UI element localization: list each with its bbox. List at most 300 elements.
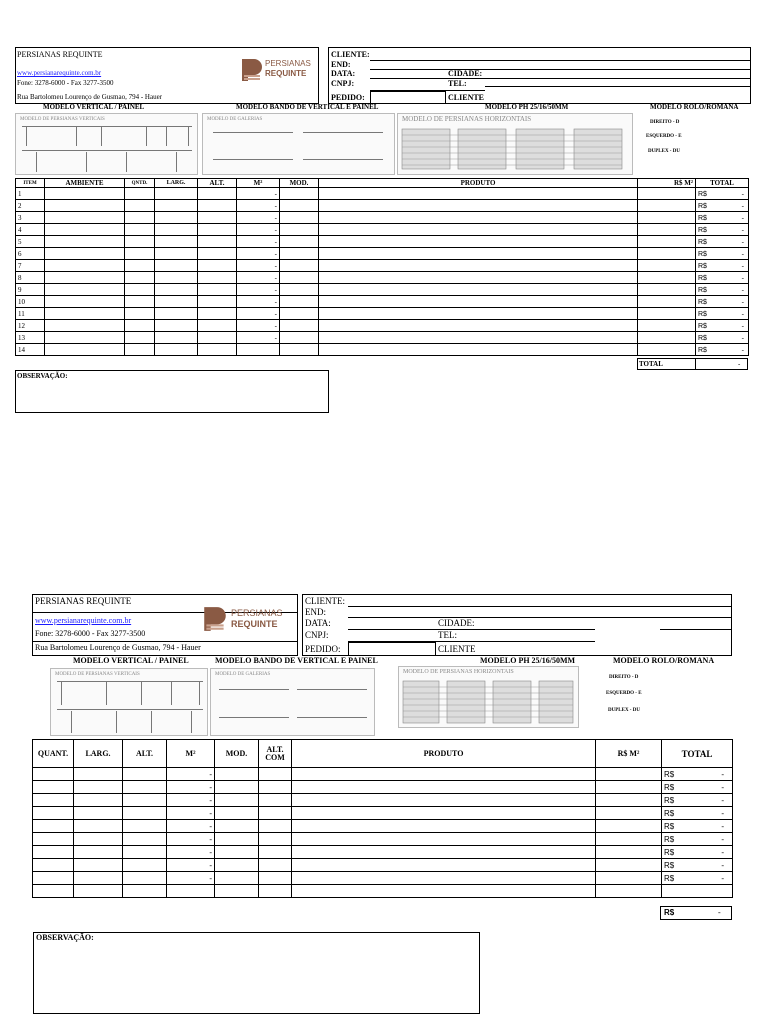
company-address: Rua Bartolomeu Lourenço de Gusmao, 794 - Hauer bbox=[17, 93, 163, 101]
row-rs-m2[interactable] bbox=[638, 224, 696, 236]
row-quant[interactable] bbox=[33, 794, 74, 807]
row-alt-com[interactable] bbox=[259, 846, 292, 859]
table-row bbox=[33, 794, 733, 807]
row-total bbox=[662, 820, 733, 833]
row-mod[interactable] bbox=[280, 332, 319, 344]
row-mod[interactable] bbox=[280, 320, 319, 332]
row-total bbox=[696, 200, 749, 212]
row-m2: - bbox=[237, 212, 280, 224]
row-mod[interactable] bbox=[215, 833, 259, 846]
row-m2: - bbox=[237, 272, 280, 284]
row-total bbox=[696, 296, 749, 308]
row-total-value: - bbox=[741, 225, 744, 234]
row-larg[interactable] bbox=[155, 296, 198, 308]
items-table-2 bbox=[32, 739, 733, 898]
row-produto[interactable] bbox=[319, 236, 638, 248]
row-produto[interactable] bbox=[292, 859, 596, 872]
table-row bbox=[33, 885, 733, 898]
row-ambiente[interactable] bbox=[45, 344, 125, 356]
row-m2: - bbox=[167, 807, 215, 820]
row-larg[interactable] bbox=[155, 260, 198, 272]
table-row bbox=[33, 820, 733, 833]
row-currency: R$ bbox=[664, 834, 675, 844]
table-row bbox=[33, 833, 733, 846]
row-mod[interactable] bbox=[215, 781, 259, 794]
row-m2: - bbox=[167, 859, 215, 872]
company-name-2: PERSIANAS REQUINTE bbox=[35, 596, 132, 606]
row-rs-m2[interactable] bbox=[638, 260, 696, 272]
row-mod[interactable] bbox=[215, 794, 259, 807]
header-total: TOTAL bbox=[696, 179, 749, 188]
row-qntd[interactable] bbox=[125, 248, 155, 260]
row-larg[interactable] bbox=[155, 224, 198, 236]
row-currency: R$ bbox=[698, 334, 707, 342]
row-quant[interactable] bbox=[33, 807, 74, 820]
row-rs-m2[interactable] bbox=[638, 344, 696, 356]
row-ambiente[interactable] bbox=[45, 296, 125, 308]
row-item: 13 bbox=[16, 332, 45, 344]
row-m2: - bbox=[237, 332, 280, 344]
row-mod[interactable] bbox=[280, 260, 319, 272]
row-produto[interactable] bbox=[319, 260, 638, 272]
row-mod[interactable] bbox=[280, 272, 319, 284]
row-quant[interactable] bbox=[33, 885, 74, 898]
row-produto[interactable] bbox=[319, 212, 638, 224]
persianas-requinte-logo bbox=[240, 57, 310, 83]
row-rs-m2[interactable] bbox=[596, 846, 662, 859]
row-mod[interactable] bbox=[280, 236, 319, 248]
row-rs-m2[interactable] bbox=[638, 284, 696, 296]
row-qntd[interactable] bbox=[125, 272, 155, 284]
row-ambiente[interactable] bbox=[45, 272, 125, 284]
row-qntd[interactable] bbox=[125, 296, 155, 308]
row-total bbox=[696, 344, 749, 356]
row-ambiente[interactable] bbox=[45, 284, 125, 296]
row-rs-m2[interactable] bbox=[638, 212, 696, 224]
row-currency: R$ bbox=[664, 782, 675, 792]
row-qntd[interactable] bbox=[125, 284, 155, 296]
table-row bbox=[33, 768, 733, 781]
logo-text-1b: PERSIANAS bbox=[231, 608, 283, 618]
rolo-duplex-2: DUPLEX - DU bbox=[608, 708, 640, 713]
row-rs-m2[interactable] bbox=[596, 794, 662, 807]
row-alt[interactable] bbox=[198, 236, 237, 248]
row-alt[interactable] bbox=[123, 846, 167, 859]
row-produto[interactable] bbox=[319, 344, 638, 356]
row-qntd[interactable] bbox=[125, 344, 155, 356]
row-m2: - bbox=[237, 224, 280, 236]
row-alt-com[interactable] bbox=[259, 859, 292, 872]
row-alt-com[interactable] bbox=[259, 768, 292, 781]
vertical-blinds-image bbox=[15, 113, 198, 175]
row-item: 9 bbox=[16, 284, 45, 296]
row-larg[interactable] bbox=[74, 820, 123, 833]
vertical-blinds-image-2 bbox=[50, 668, 208, 736]
row-total bbox=[696, 248, 749, 260]
row-mod[interactable] bbox=[280, 248, 319, 260]
end-label-2: END: bbox=[305, 607, 326, 617]
row-larg[interactable] bbox=[155, 284, 198, 296]
row-larg[interactable] bbox=[74, 885, 123, 898]
row-rs-m2[interactable] bbox=[596, 781, 662, 794]
table-row bbox=[16, 248, 749, 260]
row-currency: R$ bbox=[698, 190, 707, 198]
header-ambiente: AMBIENTE bbox=[45, 179, 125, 188]
row-total-value: - bbox=[741, 213, 744, 222]
row-alt[interactable] bbox=[198, 284, 237, 296]
row-produto[interactable] bbox=[319, 188, 638, 200]
header-mod: MOD. bbox=[280, 179, 319, 188]
row-alt[interactable] bbox=[198, 212, 237, 224]
row-qntd[interactable] bbox=[125, 308, 155, 320]
row-alt-com[interactable] bbox=[259, 781, 292, 794]
cliente2-label-2: CLIENTE bbox=[438, 644, 476, 654]
row-total bbox=[696, 284, 749, 296]
row-rs-m2[interactable] bbox=[596, 885, 662, 898]
row-alt-com[interactable] bbox=[259, 820, 292, 833]
row-m2: - bbox=[237, 200, 280, 212]
row-total-value: - bbox=[721, 847, 724, 857]
row-quant[interactable] bbox=[33, 872, 74, 885]
row-currency: R$ bbox=[698, 298, 707, 306]
rolo-direito: DIREITO - D bbox=[650, 120, 680, 125]
row-larg[interactable] bbox=[74, 781, 123, 794]
row-rs-m2[interactable] bbox=[638, 296, 696, 308]
row-currency: R$ bbox=[664, 821, 675, 831]
row-alt[interactable] bbox=[198, 308, 237, 320]
row-mod[interactable] bbox=[280, 308, 319, 320]
row-qntd[interactable] bbox=[125, 200, 155, 212]
row-mod[interactable] bbox=[280, 188, 319, 200]
table-row bbox=[16, 188, 749, 200]
row-alt-com[interactable] bbox=[259, 833, 292, 846]
row-alt[interactable] bbox=[198, 320, 237, 332]
galerias-caption: MODELO DE GALERIAS bbox=[207, 117, 263, 122]
row-produto[interactable] bbox=[319, 308, 638, 320]
row-ambiente[interactable] bbox=[45, 236, 125, 248]
table-row bbox=[16, 296, 749, 308]
row-currency: R$ bbox=[664, 847, 675, 857]
row-total-value: - bbox=[741, 333, 744, 342]
row-produto[interactable] bbox=[292, 846, 596, 859]
row-larg[interactable] bbox=[155, 320, 198, 332]
row-alt[interactable] bbox=[198, 332, 237, 344]
row-item: 6 bbox=[16, 248, 45, 260]
company-website-link-2[interactable]: www.persianarequinte.com.br bbox=[35, 616, 132, 625]
row-quant[interactable] bbox=[33, 846, 74, 859]
row-mod[interactable] bbox=[280, 284, 319, 296]
row-quant[interactable] bbox=[33, 833, 74, 846]
row-larg[interactable] bbox=[74, 833, 123, 846]
table-row bbox=[16, 236, 749, 248]
row-produto[interactable] bbox=[292, 807, 596, 820]
company-name: PERSIANAS REQUINTE bbox=[17, 50, 103, 59]
model-rolo-title: MODELO ROLO/ROMANA bbox=[650, 103, 739, 111]
row-produto[interactable] bbox=[292, 794, 596, 807]
row-mod[interactable] bbox=[215, 768, 259, 781]
client-label: CLIENTE: bbox=[331, 50, 370, 59]
row-produto[interactable] bbox=[319, 320, 638, 332]
row-produto[interactable] bbox=[292, 781, 596, 794]
end-label: END: bbox=[331, 60, 351, 69]
observacao-label: OBSERVAÇÃO: bbox=[17, 372, 68, 380]
row-rs-m2[interactable] bbox=[596, 872, 662, 885]
row-total-value: - bbox=[741, 285, 744, 294]
total-value: - bbox=[738, 360, 741, 368]
row-rs-m2[interactable] bbox=[638, 236, 696, 248]
table-row bbox=[16, 308, 749, 320]
model-vertical-title: MODELO VERTICAL / PAINEL bbox=[43, 103, 145, 111]
row-qntd[interactable] bbox=[125, 332, 155, 344]
row-ambiente[interactable] bbox=[45, 332, 125, 344]
row-mod[interactable] bbox=[215, 859, 259, 872]
row-alt[interactable] bbox=[198, 344, 237, 356]
row-alt[interactable] bbox=[198, 200, 237, 212]
rolo-esquerdo: ESQUERDO - E bbox=[646, 134, 682, 139]
row-total-value: - bbox=[741, 201, 744, 210]
row-larg[interactable] bbox=[74, 794, 123, 807]
row-alt[interactable] bbox=[198, 296, 237, 308]
row-total bbox=[696, 188, 749, 200]
row-ambiente[interactable] bbox=[45, 212, 125, 224]
header-alt: ALT. bbox=[198, 179, 237, 188]
row-total bbox=[662, 807, 733, 820]
row-larg[interactable] bbox=[155, 272, 198, 284]
table-row bbox=[16, 200, 749, 212]
row-item: 8 bbox=[16, 272, 45, 284]
table-row bbox=[33, 872, 733, 885]
row-ambiente[interactable] bbox=[45, 320, 125, 332]
tel-label-2: TEL: bbox=[438, 630, 457, 640]
cidade-label: CIDADE: bbox=[448, 69, 483, 78]
row-mod[interactable] bbox=[280, 200, 319, 212]
row-currency: R$ bbox=[698, 250, 707, 258]
row-larg[interactable] bbox=[155, 212, 198, 224]
row-larg[interactable] bbox=[155, 248, 198, 260]
row-qntd[interactable] bbox=[125, 188, 155, 200]
row-alt[interactable] bbox=[198, 248, 237, 260]
row-alt[interactable] bbox=[123, 807, 167, 820]
row-mod[interactable] bbox=[215, 872, 259, 885]
row-mod[interactable] bbox=[215, 885, 259, 898]
row-produto[interactable] bbox=[292, 768, 596, 781]
row-currency: R$ bbox=[664, 795, 675, 805]
row-qntd[interactable] bbox=[125, 320, 155, 332]
row-alt[interactable] bbox=[123, 885, 167, 898]
row-produto[interactable] bbox=[319, 248, 638, 260]
client-label-2: CLIENTE: bbox=[305, 596, 345, 606]
row-m2: - bbox=[167, 872, 215, 885]
row-mod[interactable] bbox=[215, 846, 259, 859]
row-produto[interactable] bbox=[292, 872, 596, 885]
row-mod[interactable] bbox=[280, 344, 319, 356]
row-rs-m2[interactable] bbox=[638, 188, 696, 200]
row-total bbox=[662, 859, 733, 872]
row-alt-com[interactable] bbox=[259, 872, 292, 885]
row-mod[interactable] bbox=[280, 212, 319, 224]
row-rs-m2[interactable] bbox=[638, 248, 696, 260]
vertical-caption: MODELO DE PERSIANAS VERTICAIS bbox=[20, 117, 105, 122]
galerias-caption-2: MODELO DE GALERIAS bbox=[215, 672, 271, 677]
galerias-image-2 bbox=[210, 668, 375, 736]
row-rs-m2[interactable] bbox=[638, 200, 696, 212]
row-produto[interactable] bbox=[319, 272, 638, 284]
row-total bbox=[696, 332, 749, 344]
row-alt[interactable] bbox=[123, 781, 167, 794]
company-website-link[interactable]: www.persianarequinte.com.br bbox=[17, 69, 102, 77]
row-mod[interactable] bbox=[215, 820, 259, 833]
row-larg[interactable] bbox=[155, 332, 198, 344]
row-produto[interactable] bbox=[292, 820, 596, 833]
row-rs-m2[interactable] bbox=[638, 320, 696, 332]
row-mod[interactable] bbox=[280, 224, 319, 236]
row-quant[interactable] bbox=[33, 859, 74, 872]
row-total-value: - bbox=[721, 834, 724, 844]
row-alt[interactable] bbox=[123, 794, 167, 807]
row-total bbox=[696, 308, 749, 320]
row-produto[interactable] bbox=[319, 296, 638, 308]
row-alt[interactable] bbox=[123, 872, 167, 885]
row-currency: R$ bbox=[698, 274, 707, 282]
row-currency: R$ bbox=[698, 322, 707, 330]
row-m2: - bbox=[167, 781, 215, 794]
row-rs-m2[interactable] bbox=[596, 807, 662, 820]
header-m2-2: M² bbox=[167, 740, 215, 768]
row-alt[interactable] bbox=[123, 859, 167, 872]
row-alt-com[interactable] bbox=[259, 794, 292, 807]
row-currency: R$ bbox=[698, 310, 707, 318]
row-rs-m2[interactable] bbox=[596, 768, 662, 781]
row-produto[interactable] bbox=[319, 200, 638, 212]
row-m2: - bbox=[167, 846, 215, 859]
rolo-duplex: DUPLEX - DU bbox=[648, 149, 680, 154]
row-item: 7 bbox=[16, 260, 45, 272]
row-currency: R$ bbox=[664, 873, 675, 883]
row-alt[interactable] bbox=[123, 833, 167, 846]
header-produto: PRODUTO bbox=[319, 179, 638, 188]
row-total bbox=[662, 872, 733, 885]
row-total-value: - bbox=[721, 873, 724, 883]
row-quant[interactable] bbox=[33, 820, 74, 833]
row-alt[interactable] bbox=[198, 260, 237, 272]
row-m2: - bbox=[237, 248, 280, 260]
row-produto[interactable] bbox=[319, 332, 638, 344]
pedido-label: PEDIDO: bbox=[331, 93, 365, 102]
row-m2: - bbox=[237, 284, 280, 296]
row-ambiente[interactable] bbox=[45, 188, 125, 200]
row-rs-m2[interactable] bbox=[596, 833, 662, 846]
row-ambiente[interactable] bbox=[45, 308, 125, 320]
row-alt[interactable] bbox=[123, 820, 167, 833]
row-rs-m2[interactable] bbox=[596, 820, 662, 833]
row-larg[interactable] bbox=[74, 872, 123, 885]
cnpj-label: CNPJ: bbox=[331, 79, 355, 88]
observacao-box-2[interactable] bbox=[33, 932, 480, 1014]
row-alt[interactable] bbox=[123, 768, 167, 781]
header-alt-com-2: ALT. COM bbox=[259, 740, 292, 768]
row-ambiente[interactable] bbox=[45, 248, 125, 260]
row-m2: - bbox=[167, 794, 215, 807]
row-quant[interactable] bbox=[33, 768, 74, 781]
row-currency: R$ bbox=[698, 226, 707, 234]
row-alt-com[interactable] bbox=[259, 885, 292, 898]
data-label-2: DATA: bbox=[305, 618, 331, 628]
header-alt-2: ALT. bbox=[123, 740, 167, 768]
row-qntd[interactable] bbox=[125, 236, 155, 248]
row-rs-m2[interactable] bbox=[638, 272, 696, 284]
row-produto[interactable] bbox=[292, 833, 596, 846]
row-total bbox=[662, 768, 733, 781]
row-currency: R$ bbox=[698, 202, 707, 210]
row-larg[interactable] bbox=[74, 807, 123, 820]
row-produto[interactable] bbox=[319, 284, 638, 296]
header-larg-2: LARG. bbox=[74, 740, 123, 768]
table-row bbox=[33, 807, 733, 820]
logo-text-1: PERSIANAS bbox=[265, 59, 311, 68]
row-alt[interactable] bbox=[198, 224, 237, 236]
row-currency: R$ bbox=[698, 262, 707, 270]
row-larg[interactable] bbox=[74, 846, 123, 859]
row-m2: - bbox=[237, 260, 280, 272]
row-larg[interactable] bbox=[155, 200, 198, 212]
row-mod[interactable] bbox=[280, 296, 319, 308]
row-total bbox=[696, 320, 749, 332]
header-quant-2: QUANT. bbox=[33, 740, 74, 768]
row-larg[interactable] bbox=[155, 236, 198, 248]
row-larg[interactable] bbox=[74, 768, 123, 781]
row-qntd[interactable] bbox=[125, 224, 155, 236]
row-alt[interactable] bbox=[198, 188, 237, 200]
row-larg[interactable] bbox=[155, 308, 198, 320]
row-qntd[interactable] bbox=[125, 212, 155, 224]
row-rs-m2[interactable] bbox=[638, 308, 696, 320]
row-larg[interactable] bbox=[74, 859, 123, 872]
row-m2: - bbox=[237, 236, 280, 248]
row-total-value: - bbox=[741, 249, 744, 258]
row-ambiente[interactable] bbox=[45, 200, 125, 212]
row-alt[interactable] bbox=[198, 272, 237, 284]
row-larg[interactable] bbox=[155, 344, 198, 356]
model-ph-title-2: MODELO PH 25/16/50MM bbox=[480, 656, 576, 665]
row-produto[interactable] bbox=[319, 224, 638, 236]
row-rs-m2[interactable] bbox=[596, 859, 662, 872]
row-larg[interactable] bbox=[155, 188, 198, 200]
row-currency: R$ bbox=[664, 808, 675, 818]
cidade-label-2: CIDADE: bbox=[438, 618, 475, 628]
row-m2: - bbox=[237, 320, 280, 332]
row-ambiente[interactable] bbox=[45, 224, 125, 236]
row-quant[interactable] bbox=[33, 781, 74, 794]
company-phone-2: Fone: 3278-6000 - Fax 3277-3500 bbox=[35, 629, 146, 638]
row-rs-m2[interactable] bbox=[638, 332, 696, 344]
header-larg: LARG. bbox=[155, 179, 198, 188]
header-mod-2: MOD. bbox=[215, 740, 259, 768]
row-total bbox=[662, 781, 733, 794]
persianas-requinte-logo-2 bbox=[202, 605, 282, 633]
row-qntd[interactable] bbox=[125, 260, 155, 272]
table-row bbox=[16, 284, 749, 296]
row-alt-com[interactable] bbox=[259, 807, 292, 820]
row-item: 12 bbox=[16, 320, 45, 332]
row-ambiente[interactable] bbox=[45, 260, 125, 272]
total-currency-2: R$ bbox=[664, 908, 675, 917]
row-produto[interactable] bbox=[292, 885, 596, 898]
row-currency: R$ bbox=[698, 286, 707, 294]
table-row bbox=[33, 781, 733, 794]
header-rs-m2-2: R$ M² bbox=[596, 740, 662, 768]
rolo-esquerdo-2: ESQUERDO - E bbox=[606, 691, 642, 696]
row-mod[interactable] bbox=[215, 807, 259, 820]
